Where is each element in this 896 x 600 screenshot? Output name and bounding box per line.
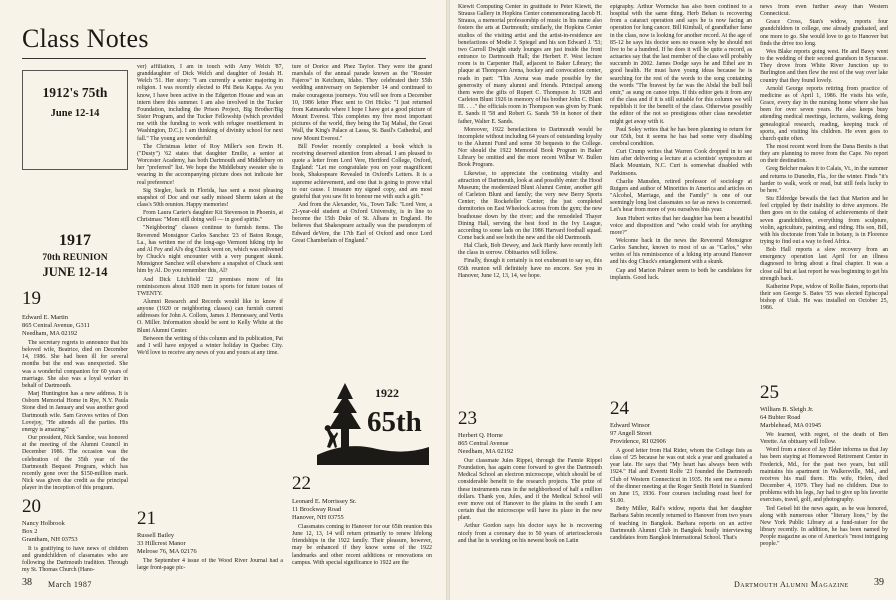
logo-anniversary: 65th [367, 406, 422, 438]
reunion-1917-label: 70th REUNION [42, 253, 108, 263]
paragraph: Our classmate Jules Rippel, through the Fannie Rippel Foundation, has again come forward to give the Dartmouth Medical School an electron microscope, which should be of considerable benefit to the research projects. The prize of these instruments runs in the neighborhood of half a million dollars. Thank you, Jules, and if the Medical School will ever move out of Hanover to the plains in the south I am certain that the microscope will have its place in the new plant. [458, 458, 602, 522]
paragraph: Grace Cross, Stan's widow, reports four grandchildren in college, one already graduated, and one more to go. She would love to go to Hanover but finds the drive too long. [760, 19, 888, 47]
class-22-secretary: Leonard E. Morrissey Sr. [292, 498, 357, 505]
class-20-secretary: Nancy Holbrook [22, 520, 65, 527]
paragraph: Cap and Marion Palmer seem to both be candidates for implants. Good luck. [610, 267, 752, 281]
paragraph: Hal Clark, Bob Dewey, and Jack Hardy have recently left the class in sorrow. Obituaries will follow. [458, 243, 602, 257]
paragraph: Kiewit Computing Center in gratitude to Peter Kiewit, the Strauss Gallery in Hopkins Center commemorating Jacob H. Strauss, a memorial professorship of music in his name also fosters the arts at Dartmouth; similarly, the Hopkins Center studios of the visiting artist and the artist-in-residence are benefactions of Modie J. Spiegel and his son Edward J. '53; two Carroll Dwight study lounges are just inside the front entrance to Dartmouth Hall; the Herbert F. West lecture room is in Carpenter Hall, adjacent to Baker Library; the plaque at Thompson Arena, hockey and convocation center, reads in part: "This Arena was made possible by the generosity of many alumni and friends. Principal among them were the gifts of Rupert C. Thompson Jr. 1928 and Carleton Blunt 1926 in memory of his brother John C. Blunt III. . . ." the officials room in Thompson was given by Frank E. Sands II '58 and Robert G. Sands '59 in honor of their father, Walter E. Sands. [458, 4, 602, 125]
class-23-city: Needham, MA 02192 [458, 447, 514, 455]
paragraph: news from even further away than Western Connecticut. [760, 4, 888, 18]
class-21-notes-cont [292, 64, 432, 370]
paragraph: Charlie Mansden, retired professor of sociology at Rutgers and author of Minorities in America and articles on "Alcohol, Marriage, and the Family" is one of our seemingly long lost classmates so far as news is concerned. Let's hear from more of you ourselves this year. [610, 178, 752, 214]
class-22-street: 11 Brockway Road [292, 505, 342, 513]
paragraph: Arnold George reports retiring from practice of medicine as of April 1, 1986. He visits his wife, Grace, every day in the nursing home where she has been for over seven years. He also keeps busy attending medical meetings, lectures, walking, doing genealogical research, reading, keeping track of sports, and visiting his children. He even goes to church quite often. [760, 85, 888, 142]
class-21-street: 33 Hillcrest Manor [137, 539, 186, 547]
reunion-box-1912 [22, 70, 128, 170]
page-title: Class Notes [22, 24, 149, 53]
paragraph: Welcome back in the news the Reverend Monsignor Carlos Sanchez, known to most of us as "Carlos," who writes of his reminiscence of a hiking trip around Hanover and his dog Chuck's entanglement with a skunk. [610, 238, 752, 266]
class-number-24: 24 [610, 398, 629, 419]
paragraph: Between the writing of this column and its publication, Pat and I will have enjoyed a winter holiday in Quebec City. We'd love to receive any news of you and yours at any time. [137, 335, 283, 357]
class-20-address [22, 520, 130, 543]
class-number-21: 21 [137, 508, 156, 529]
reunion-1912-dates: June 12-14 [50, 108, 100, 119]
paragraph: Ted Geisel hit the news again, as he was honored, along with numerous other "literary lions," by the New York Public Library at a fund-raiser for the library recently. In addition, he has been named by People magazine as one of America's "most intriguing people." [760, 505, 888, 548]
logo-year: 1922 [375, 386, 399, 400]
paragraph: Betty Miller, Ralf's widow, reports that her daughter Barbara Sabin recently returned to Hanover from two years of teaching in Bangkok. Barbara reports on an active Dartmouth Alumni Club in Bangkok busily interviewing candidates from Bangkok International School. That's [610, 506, 752, 541]
paragraph: Our president, Nick Sandoe, was honored at the meeting of the Alumni Council in December 1986. The occasion was the celebration of the 35th year of the Dartmouth Bequest Program, which has recently gone over the $150-million mark. Nick was given due credit as the principal player in the inception of this program. [22, 435, 128, 490]
paragraph: Marj Huntington has a new address. It is Osborn Memorial Home in Rye, N.Y. Paula Stone died in January and was another good Dartmouth wife. Sam Groves writes of Don Lovejoy, "He attends all the parties. His energy is amazing." [22, 391, 128, 433]
paragraph: Bill Fowler recently completed a book which is receiving deserved attention from abroad. I am pleased to quote a letter from Lord Vere, Hertford College, Oxford, England: "Let me congratulate you on your magnificent book, Shakespeare Revealed in Oxford's Letters. It is a supreme achievement, and one that is going to prove vital to our cause. I treasure my signed copy, and am most grateful that you saw fit to honour me with such a gift." [292, 143, 432, 200]
paragraph: epigraphy. Arthur Wormcke has also been confined to a hospital with the same thing. Herb Behan is recovering from a cataract operation and says he is now facing an operation for lung cancer. Bill Kimball, of grandfather fame in the class, now is looking for another record. At the age of 85-12 he says his doctor sees no reason why he should not live to be a hundred. If he does it will be quite a record, as actuaries say that the last member of the class will probably succumb in 2002. James Dodge says he and Ethel are in good health. He must have young ideas because he is searching for the rest of the words to the song containing the words "The bravest by far was the Abdal the bull bull emir," as sung on canoe trips. If this editor gets it from any of the class and if it is still suitable for this column we will republish it for the benefit of the class. Otherwise possibly the editor of the not so prestigious other class newsletter might get away with it. [610, 4, 752, 125]
paragraph: ver) affiliation, I am in touch with Amy Welch '87, granddaughter of Dick Welch and daughter of Josiah H. Welch '51. Her story: "I am currently a senior majoring in religion. I was recently elected to Phi Beta Kappa. As you know, I have been active in the Edgerton House and was an intern there this summer. I am also involved in the Tucker Foundation, including the Prison Project, Big Brother/Big Sister Program, and the Tucker Fellowship (which provided me with the funding to work with refugee resettlement in Washington, D.C.). I am thinking of divinity school for next fall." The young are wonderful! [137, 64, 283, 142]
reunion-1912-title: 1912's 75th [42, 85, 108, 100]
class-23-notes [458, 458, 602, 574]
class-24-notes [610, 448, 752, 574]
class-23-secretary: Herbert Q. Horne [458, 432, 503, 439]
left-page-number: 38 [22, 577, 32, 588]
paragraph: Curt Crump writes that Warren Cook dropped in to see him after delivering a lecture at a scientists' symposium at Black Mountain, N.C. Curt is somewhat disabled with Parkinsons. [610, 149, 752, 177]
paragraph: The secretary regrets to announce that his beloved wife, Beatrice, died on December 14, 1986. She had been ill for several months but the end was unexpected. She was a wonderful companion for 60 years of marriage. She also was a loyal worker in behalf of Dartmouth. [22, 340, 128, 389]
class-19-street: 865 Central Avenue, G311 [22, 321, 90, 329]
class-22-notes [292, 524, 432, 574]
class-23-street: 865 Central Avenue [458, 439, 509, 447]
paragraph: Likewise, to appreciate the continuing vitality and attraction of Dartmouth, look at and possibly enter: the Hood Museum; the modernized Blunt Alumni Center, another gift of Carleton Blunt and family; the very new Berry Sports Center; the Rockefeller Center; the just completed dormitories on East Wheelock across from the gym; the new boathouse down by the river; and the remodeled Thayer Dining Hall, serving the best food in the Ivy League, according to some lads on the 1986 Harvard football squad. Come back and see both the new and the old Dartmouth. [458, 170, 602, 241]
class-22-city: Hanover, NH 03755 [292, 513, 344, 521]
class-19-secretary: Edward E. Martin [22, 314, 68, 321]
paragraph: Arthur Gordon says his doctor says he is recovering nicely from a coronary due to 50 years of arteriosclerosis and that he is working on his newest book on Latin [458, 523, 602, 544]
magazine-name: Dartmouth Alumni Magazine [734, 580, 849, 589]
class-19-address [22, 314, 130, 337]
class-24-city: Providence, RI 02906 [610, 437, 666, 445]
paragraph: Bob Hall reports a slow recovery from an emergency operation last April for an illness diagnosed to bring about a final chapter. It was a close call but at last report he was beginning to get his strength back. [760, 247, 888, 282]
class-1922-65th-logo [317, 375, 429, 465]
paragraph: The Christmas letter of Roy Miller's son Erwin H. ("Dusty") '62 states that daughter Emilie, a senior at Worcester Academy, has both Dartmouth and Middlebury on her "preferred" list. We hope the Middlebury sweater she is wearing in the accompanying picture does not indicate her real preference! [137, 143, 283, 186]
class-24-secretary: Edward Winsor [610, 422, 650, 429]
paragraph: From Laura Carter's daughter Kit Stevenson in Phoenix, at Christmas: "Mom still doing well — in good spirits." [137, 210, 283, 224]
paragraph: Sig Siegler, back in Florida, has sent a most pleasing snapshot of Doc and our sadly missed Sherm taken at the class's 50th reunion. Happy memories! [137, 187, 283, 208]
class-21-notes-start [137, 558, 283, 574]
right-page [450, 0, 896, 600]
class-20-notes-start [22, 546, 128, 574]
paragraph: Stu Eldredge bewails the fact that Marion and he feel crippled by their inability to drive anymore. He then goes on to the catalog of achievements of their seven grandchildren, everything from sculpture, violin, agriculture, painting, and riding. His son, Bill, with his doctorate from Yale in botany, is in Florence trying to find out a way to feed Africa. [760, 196, 888, 245]
class-20-city: Grantham, NH 03753 [22, 535, 78, 543]
paragraph: Katherine Pope, widow of Rollie Bates, reports that their son George S. Bates '55 was elected Episcopal bishop of Utah. He was installed on October 25, 1986. [760, 283, 888, 312]
class-22-notes-cont [458, 4, 602, 406]
paragraph: Finally, though it certainly is not exuberant to say so, this 65th reunion will definitely have no encore. See you in Hanover, June 12, 13, 14, we hope. [458, 258, 602, 279]
class-number-23: 23 [458, 408, 477, 429]
class-25-secretary: William B. Sleigh Jr. [760, 406, 814, 413]
paragraph: The most recent word from the Dana Benits is that they are planning to move from the Cape. No report on their destination. [760, 143, 888, 165]
class-23-notes-cont [610, 4, 752, 402]
issue-date: March 1987 [48, 580, 92, 589]
class-24-street: 97 Angell Street [610, 429, 652, 437]
class-23-address [458, 432, 602, 455]
class-25-city: Marblehead, MA 01945 [760, 421, 822, 429]
reunion-1917-dates: JUNE 12-14 [42, 265, 108, 279]
class-21-address [137, 532, 283, 555]
class-number-22: 22 [292, 473, 311, 494]
class-25-street: 64 Bubier Road [760, 413, 801, 421]
right-page-number: 39 [874, 577, 884, 588]
paragraph: We learned, with regret, of the death of Ben Verette. An obituary will follow. [760, 432, 888, 446]
paragraph: Word from a niece of Jay Elder informs us that Jay has been staying at Homewood Retirement Center in Frederick, Md., for the past two years, but still maintains his apartment in Walkersville, Md., and receives his mail there. His wife, Helen, died December 4, 1979. They had no children. Due to problems with his legs, Jay had to give up his favorite exercises, travel, golf, and photography. [760, 447, 888, 504]
class-20-street: Box 2 [22, 527, 38, 535]
paragraph: A good letter from Hal Rider, whom the College lists as class of '25 because he was out sick a year and graduated a year late. He says that "My heart has always been with 1924." Hal and Everett Rolfe '23 founded the Dartmouth Club of Western Connecticut in 1935. He sent me a menu of the dinner meeting at the Roger Smith Hotel in Stamford on June 15, 1936. Four courses including roast beef for $1.00. [610, 448, 752, 505]
paragraph: ture of Dorice and Phez Taylor. They were the grand marshals of the annual parade known as the "Rooster Fajeros" in Ketchum, Idaho. They celebrated their 55th wedding anniversary on September 14 and continued to make courageous journeys. You will see from a December 10, 1986 letter Phez sent to Ort Hicks: "I just returned from Katmandu where I hope I have got a good picture of Mount Everest. This completes my five most important pictures of the world, they being the Taj Mahal, the Great Wall, the King's Palace at Lassa, St. Basil's Cathedral, and now Mount Everest." [292, 64, 432, 142]
paragraph: The September 4 issue of the Wood River Journal had a large front-page pic- [137, 558, 283, 572]
paragraph: Greg Belcher makes it to Calais, Vt., in the summer and returns to Dunedin, Fla., for the winter. Finds "it's harder to walk, work or read, but still feels lucky to be here." [760, 166, 888, 194]
class-24-notes-cont [760, 4, 888, 382]
class-20-notes-cont [137, 64, 283, 502]
paragraph: Classmates coming to Hanover for our 65th reunion this June 12, 13, 14 will return primarily to renew lifelong friendships in the 1922 family. Their pleasure, however, may be enhanced if they know some of the 1922 landmarks and other recent additions or renovations on campus. With special significance to 1922 are the [292, 524, 432, 566]
class-19-notes [22, 340, 128, 490]
title-rule [22, 58, 426, 59]
paragraph: And from the Alexander, Va., Town Talk: "Lord Vere, a 21-year-old student at Oxford University, is in line to become the 15th Duke of St. Albans in England. He believes that Shakespeare actually was the pseudonym of Edward deVere, the 17th Earl of Oxford and once Lord Great Chamberlain of England." [292, 201, 432, 244]
paragraph: Jean Hubert writes that her daughter has been a beautiful voice and disposition and "who could wish for anything more?" [610, 215, 752, 236]
paragraph: Moreover, 1922 benefactions to Dartmouth would be incomplete without including 64 years of outstanding loyalty to the Alumni Fund and some 30 bequests to the College. Nor should the 1922 Memorial Book Program in Baker Library be omitted and the more recent Wilbur W. Bullen Book Program. [458, 126, 602, 169]
paragraph: And Dick Litchfield '22 promises more of his reminiscences about 1920 men in sports for future issues of TWENTY. [137, 276, 283, 297]
class-25-notes [760, 432, 888, 574]
class-22-address [292, 498, 432, 521]
paragraph: Alumni Research and Records would like to know if anyone (1920 or neighboring classes) can furnish current addresses for John A. Collom, James J. Hennessey, and Vertis O. Miller. Information should be sent to Kelly White at the Blunt Alumni Center. [137, 299, 283, 334]
paragraph: Paul Soley writes that he has been planning to return for our 65th, but it seems he has had some very disabling cerebral condition. [610, 126, 752, 147]
class-24-address [610, 422, 752, 445]
reunion-1917 [22, 232, 128, 280]
paragraph: Wes Blake reports going west. He and Bawy went to the wedding of their second grandson in Syracuse. They drove from White River Junction up to Burlington and then flew the rest of the way over lake country that they found lovely. [760, 48, 888, 84]
class-21-city: Melrose 76, MA 02176 [137, 547, 197, 555]
class-25-address [760, 406, 888, 429]
hill-silhouette-icon [317, 446, 429, 465]
paragraph: "Neighboring" classes continue to furnish items. The Reverend Monsignor Carlos Sanchez '23 of Baton Rouge, La., has written me of the long-ago Vermont hiking trip he and Al Fey and Al's dog Chuck went on, which was enlivened by Chuck's night encounter with a very pungent skunk. Monsignor Sanchez will elsewhere a snapshot of Chuck sent him by Al. Do you remember this, Al? [137, 225, 283, 275]
paragraph: It is gratifying to have news of children and grandchildren of classmates who are following the Dartmouth tradition. Through my St. Thomas Church (Hano- [22, 546, 128, 574]
class-number-20: 20 [22, 496, 41, 517]
class-19-city: Needham, MA 02192 [22, 329, 78, 337]
class-number-19: 19 [22, 288, 41, 309]
class-21-secretary: Russell Bailey [137, 532, 175, 539]
reunion-1917-year: 1917 [59, 232, 91, 249]
left-page [0, 0, 446, 600]
class-number-25: 25 [760, 382, 779, 403]
